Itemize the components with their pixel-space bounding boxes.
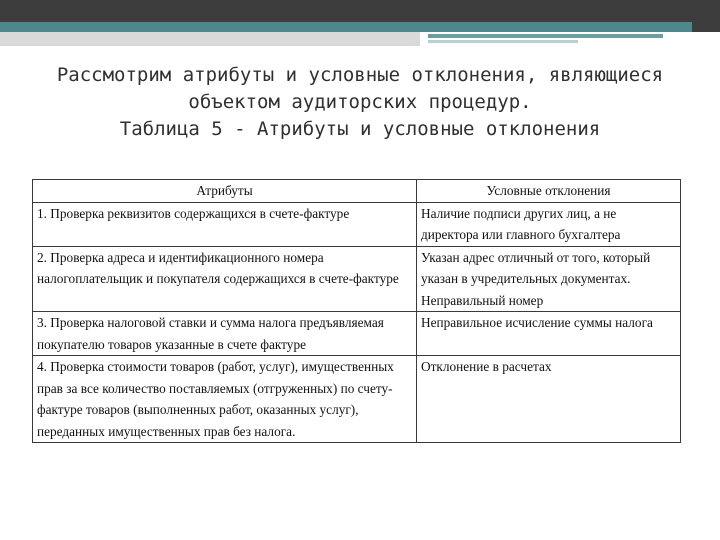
cell-attribute: 1. Проверка реквизитов содержащихся в счете-фактуре <box>33 202 417 246</box>
table-row <box>33 356 681 443</box>
title-line-1: Рассмотрим атрибуты и условные отклонения, являющиеся <box>56 64 664 86</box>
header-deviations: Условные отклонения <box>417 180 681 203</box>
slide-title <box>18 62 702 143</box>
header-band-light <box>0 32 420 46</box>
title-line-3: Таблица 5 - Атрибуты и условные отклонения <box>119 118 601 140</box>
cell-deviation: Отклонение в расчетах <box>417 356 681 443</box>
cell-deviation: Указан адрес отличный от того, который указан в учредительных документах. Неправильный номер <box>417 246 681 312</box>
title-line-2: объектом аудиторских процедур. <box>188 91 532 113</box>
table-row <box>33 246 681 312</box>
header-accent-line <box>428 34 663 38</box>
cell-attribute: 2. Проверка адреса и идентификационного номера налогоплательщик и покупателя содержащихся в счете-фактуре <box>33 246 417 312</box>
table-row <box>33 202 681 246</box>
header-attributes: Атрибуты <box>33 180 417 203</box>
cell-attribute: 4. Проверка стоимости товаров (работ, услуг), имущественных прав за все количество поставляемых (отгруженных) по счету- фактуре товаров (выполненных работ, оказанных услуг), переданных имущественных прав без налога. <box>33 356 417 443</box>
table-header-row <box>33 180 681 203</box>
header-accent-line-secondary <box>428 40 578 43</box>
attributes-table <box>32 179 681 443</box>
cell-deviation: Неправильное исчисление суммы налога <box>417 312 681 356</box>
cell-attribute: 3. Проверка налоговой ставки и сумма налога предъявляемая покупателю товаров указанные в счете фактуре <box>33 312 417 356</box>
cell-deviation: Наличие подписи других лиц, а не директора или главного бухгалтера <box>417 202 681 246</box>
attributes-table-container <box>32 179 680 443</box>
header-band-teal <box>0 22 720 32</box>
header-band-corner <box>692 22 720 32</box>
table-row <box>33 312 681 356</box>
header-band-dark <box>0 0 720 22</box>
